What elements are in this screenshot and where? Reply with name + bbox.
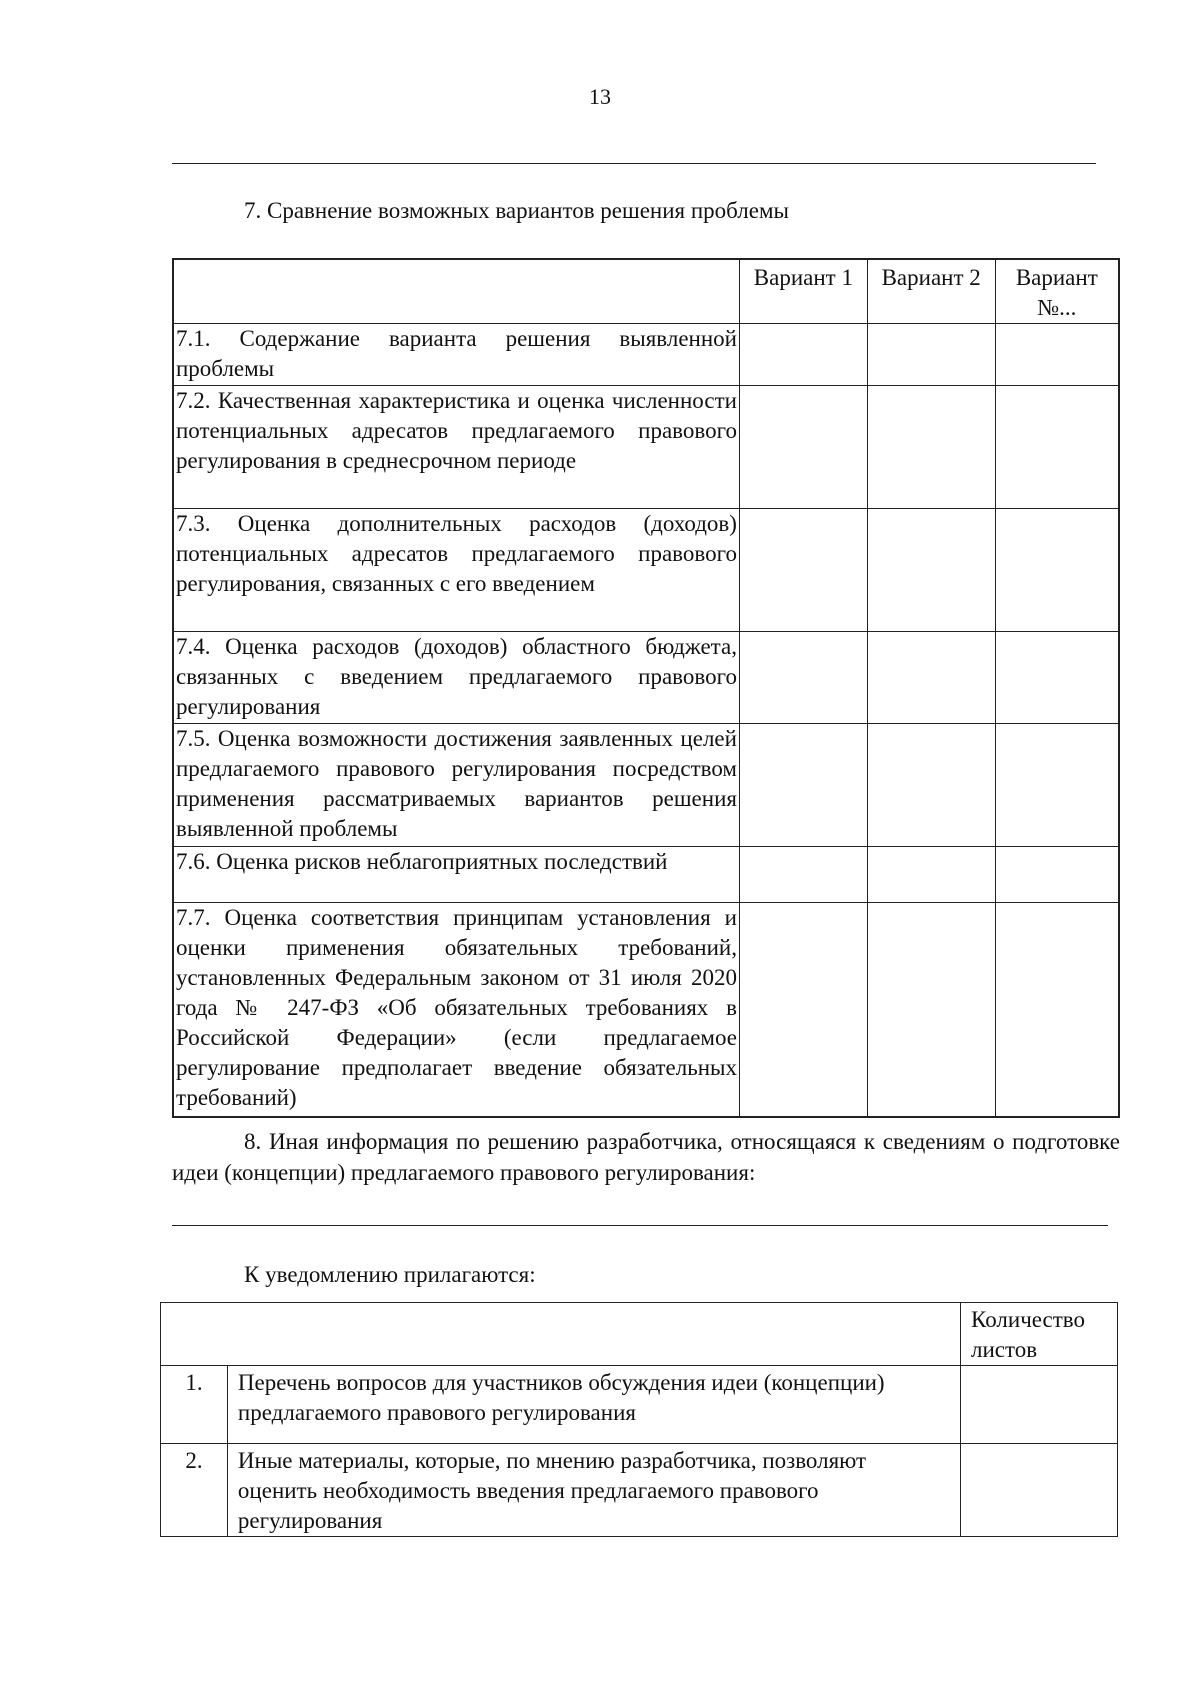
row-7-3-variant-2-cell[interactable] [867, 509, 995, 632]
header-empty-cell [173, 259, 739, 324]
row-7-4-label: 7.4. Оценка расходов (доходов) областного бюджета, связанных с введением предлагаемого правового регулирования [173, 632, 739, 724]
table-row [173, 509, 1119, 632]
row-7-3-variant-n-cell[interactable] [995, 509, 1119, 632]
table-row [173, 632, 1119, 724]
attachments-header-empty-cell [161, 1303, 961, 1366]
row-7-6-variant-n-cell[interactable] [995, 847, 1119, 903]
row-7-7-label: 7.7. Оценка соответствия принципам установления и оценки применения обязательных требований, установленных Федеральным законом от 31 июля 2020 года № 247-ФЗ «Об обязательных требованиях в Российской Федерации» (если предлагаемое регулирование предполагает введение обязательных требований) [173, 903, 739, 1117]
row-7-5-variant-n-cell[interactable] [995, 724, 1119, 847]
section-7-title: 7. Сравнение возможных вариантов решения проблемы [244, 198, 790, 223]
header-variant-1: Вариант 1 [739, 259, 867, 324]
row-7-7-variant-2-cell[interactable] [867, 903, 995, 1117]
row-7-1-variant-2-cell[interactable] [867, 324, 995, 386]
row-7-2-variant-1-cell[interactable] [739, 386, 867, 509]
attachments-header-row [161, 1303, 1118, 1366]
attachments-table [160, 1302, 1118, 1537]
row-7-6-variant-2-cell[interactable] [867, 847, 995, 903]
header-sheets-count: Количество листов [961, 1303, 1118, 1366]
row-7-2-variant-2-cell[interactable] [867, 386, 995, 509]
section-8-paragraph: 8. Иная информация по решению разработчика, относящаяся к сведениям о подготовке идеи (концепции) предлагаемого правового регулирования: [172, 1129, 1120, 1185]
section-8-answer-line[interactable] [172, 1225, 1108, 1226]
table-row [173, 724, 1119, 847]
row-7-6-variant-1-cell[interactable] [739, 847, 867, 903]
page-number: 13 [589, 84, 611, 109]
table-row [173, 903, 1119, 1117]
row-7-5-label: 7.5. Оценка возможности достижения заявленных целей предлагаемого правового регулирования посредством применения рассматриваемых вариантов решения выявленной проблемы [173, 724, 739, 847]
row-7-5-variant-1-cell[interactable] [739, 724, 867, 847]
row-7-1-variant-1-cell[interactable] [739, 324, 867, 386]
table-row [173, 847, 1119, 903]
row-7-4-variant-1-cell[interactable] [739, 632, 867, 724]
attachment-2-number: 2. [161, 1444, 228, 1537]
attachment-2-sheets-cell[interactable] [961, 1444, 1118, 1537]
row-7-4-variant-2-cell[interactable] [867, 632, 995, 724]
row-7-7-variant-n-cell[interactable] [995, 903, 1119, 1117]
table-row [173, 386, 1119, 509]
row-7-5-variant-2-cell[interactable] [867, 724, 995, 847]
row-7-3-variant-1-cell[interactable] [739, 509, 867, 632]
attachment-2-text: Иные материалы, которые, по мнению разработчика, позволяют оценить необходимость введения предлагаемого правового регулирования [227, 1444, 960, 1537]
table-row [161, 1366, 1118, 1444]
table-row [161, 1444, 1118, 1537]
top-separator-line [172, 163, 1096, 164]
comparison-table [172, 258, 1120, 1118]
comparison-table-header-row [173, 259, 1119, 324]
attachment-1-sheets-cell[interactable] [961, 1366, 1118, 1444]
row-7-3-label: 7.3. Оценка дополнительных расходов (доходов) потенциальных адресатов предлагаемого правового регулирования, связанных с его введением [173, 509, 739, 632]
attachment-1-text: Перечень вопросов для участников обсуждения идеи (концепции) предлагаемого правового регулирования [227, 1366, 960, 1444]
row-7-4-variant-n-cell[interactable] [995, 632, 1119, 724]
table-row [173, 324, 1119, 386]
attachment-1-number: 1. [161, 1366, 228, 1444]
row-7-1-label: 7.1. Содержание варианта решения выявленной проблемы [173, 324, 739, 386]
row-7-1-variant-n-cell[interactable] [995, 324, 1119, 386]
row-7-2-variant-n-cell[interactable] [995, 386, 1119, 509]
row-7-7-variant-1-cell[interactable] [739, 903, 867, 1117]
attachments-title: К уведомлению прилагаются: [244, 1262, 536, 1287]
header-variant-2: Вариант 2 [867, 259, 995, 324]
row-7-6-label: 7.6. Оценка рисков неблагоприятных последствий [173, 847, 739, 903]
row-7-2-label: 7.2. Качественная характеристика и оценка численности потенциальных адресатов предлагаемого правового регулирования в среднесрочном периоде [173, 386, 739, 509]
header-variant-n: Вариант №... [995, 259, 1119, 324]
